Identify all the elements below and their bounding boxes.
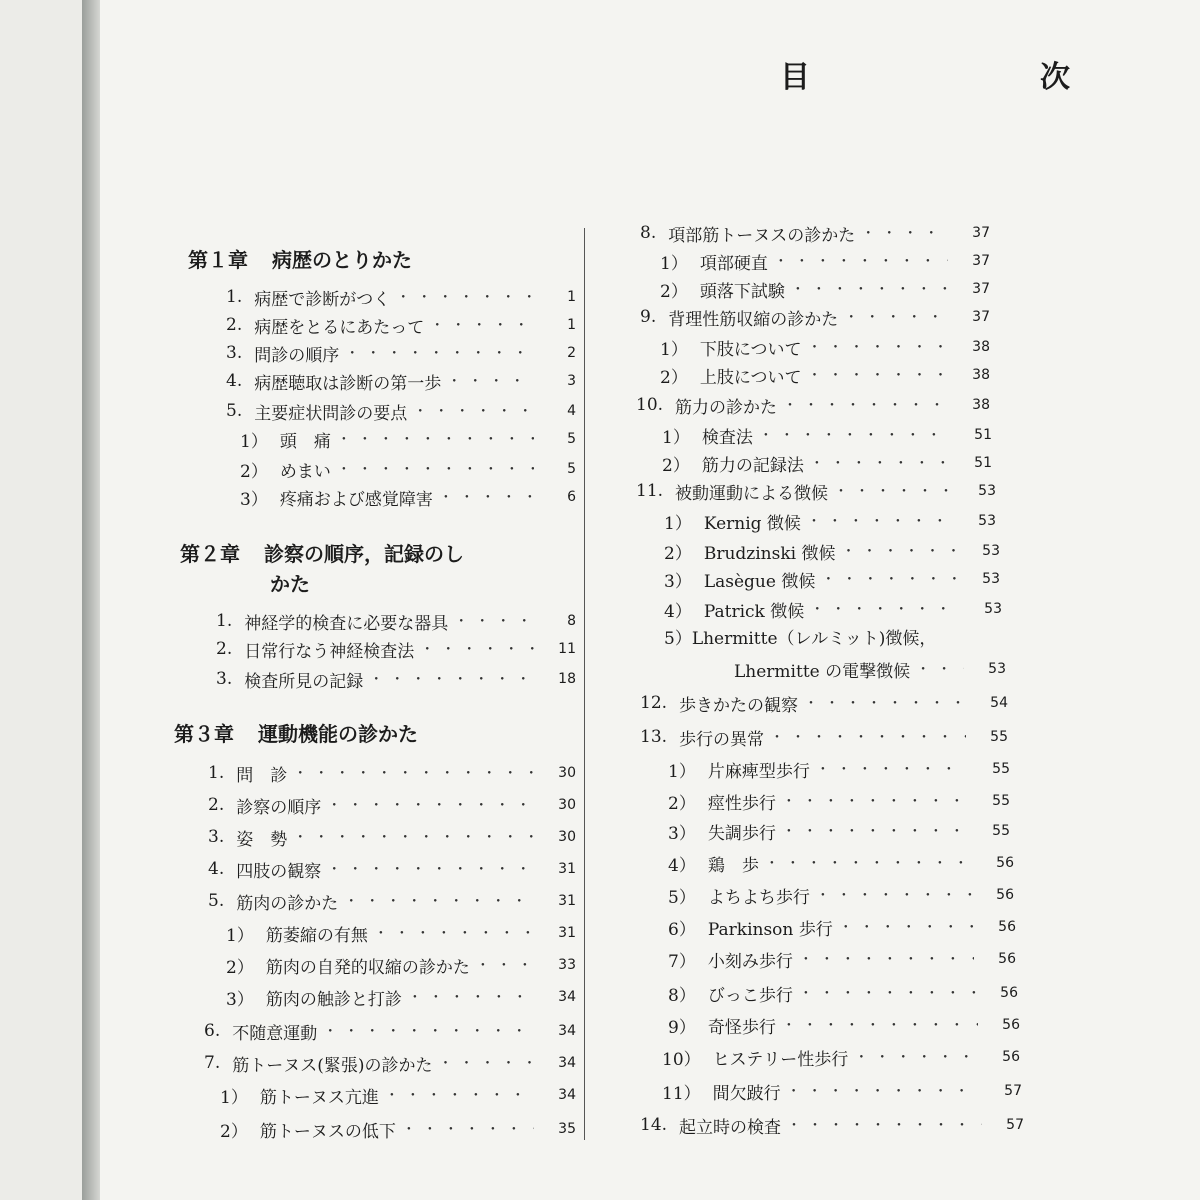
leader-dots	[476, 955, 534, 975]
leader-dots	[396, 287, 534, 307]
entry-page: 5	[567, 461, 576, 477]
entry-number: 2.	[216, 639, 233, 659]
entry-page: 4	[567, 403, 576, 419]
leader-dots	[810, 453, 950, 473]
entry-title: 検査所見の記録	[244, 671, 364, 692]
entry-page: 37	[972, 281, 990, 297]
leader-dots	[369, 669, 534, 689]
toc-entry[interactable]	[664, 508, 996, 534]
entry-page: 31	[558, 925, 576, 941]
entry-number: 2）	[240, 461, 268, 482]
entry-title: 筋肉の触診と打診	[265, 989, 402, 1010]
entry-number: 5.	[208, 891, 225, 911]
toc-entry[interactable]	[226, 984, 576, 1010]
toc-entry[interactable]	[664, 566, 1000, 592]
leader-dots	[327, 859, 534, 879]
entry-title: 筋肉の診かた	[236, 893, 339, 914]
leader-dots	[770, 727, 966, 747]
toc-entry[interactable]	[204, 1018, 576, 1044]
leader-dots	[408, 987, 534, 1007]
entry-title: Brudzinski 徴候	[703, 543, 836, 564]
toc-entry[interactable]	[664, 538, 1000, 564]
entry-title: 問診の順序	[254, 345, 340, 366]
leader-dots	[799, 983, 976, 1003]
entry-number: 2.	[226, 315, 243, 335]
entry-number: 8.	[640, 223, 657, 243]
toc-entry[interactable]	[662, 1078, 1022, 1104]
chapter-title: 診察の順序，記録のし	[264, 542, 464, 566]
entry-page: 55	[992, 761, 1010, 777]
entry-title: 失調歩行	[707, 823, 776, 844]
toc-entry[interactable]	[660, 248, 990, 274]
entry-page: 38	[972, 339, 990, 355]
entry-page: 8	[567, 613, 576, 629]
entry-number: 3）	[226, 989, 254, 1010]
entry-title: 奇怪歩行	[707, 1017, 776, 1038]
toc-entry[interactable]	[660, 276, 990, 302]
entry-page: 34	[558, 1055, 576, 1071]
entry-number: 10.	[636, 395, 664, 415]
entry-number: 11）	[662, 1083, 701, 1104]
entry-number: 11.	[636, 481, 664, 501]
toc-entry[interactable]	[668, 914, 1016, 940]
entry-page: 31	[558, 861, 576, 877]
toc-entry[interactable]	[640, 304, 990, 330]
entry-number: 2）	[226, 957, 254, 978]
entry-title: Patrick 徴候	[703, 601, 805, 622]
entry-title: 起立時の検査	[679, 1117, 782, 1138]
leader-dots	[413, 401, 534, 421]
toc-entry[interactable]	[664, 596, 1002, 622]
entry-number: 2）	[662, 455, 690, 476]
entry-title: ヒステリー性歩行	[712, 1049, 849, 1070]
entry-page: 31	[558, 893, 576, 909]
leader-dots	[374, 923, 534, 943]
toc-entry[interactable]	[208, 792, 576, 818]
entry-number: 1.	[226, 287, 243, 307]
entry-title: 小刻み歩行	[707, 951, 793, 972]
leader-dots	[385, 1085, 534, 1105]
entry-number: 2）	[664, 543, 692, 564]
toc-entry[interactable]	[226, 398, 576, 424]
leader-dots	[816, 885, 972, 905]
entry-page: 51	[974, 455, 992, 471]
entry-title: 病歴をとるにあたって	[254, 317, 425, 338]
entry-title: 筋トーヌスの低下	[259, 1121, 396, 1142]
leader-dots	[323, 1021, 534, 1041]
leader-dots	[854, 1047, 978, 1067]
leader-dots	[293, 827, 534, 847]
entry-number: 8）	[668, 985, 696, 1006]
entry-page: 55	[992, 793, 1010, 809]
leader-dots	[782, 821, 968, 841]
toc-entry[interactable]	[204, 1050, 576, 1076]
entry-title: 頭落下試験	[699, 281, 785, 302]
leader-dots	[327, 795, 534, 815]
entry-title: 筋肉の自発的収縮の診かた	[265, 957, 470, 978]
entry-number: 2）	[660, 367, 688, 388]
entry-number: 2）	[668, 793, 696, 814]
entry-title: よちよち歩行	[707, 887, 810, 908]
entry-page: 37	[972, 225, 990, 241]
leader-dots	[344, 891, 534, 911]
chapter-label: 第１章	[188, 248, 248, 272]
entry-page: 34	[558, 989, 576, 1005]
entry-page: 57	[1004, 1083, 1022, 1099]
entry-title: 筋力の記録法	[701, 455, 804, 476]
entry-title: 頭 痛	[279, 431, 331, 452]
leader-dots	[420, 639, 534, 659]
entry-title: 主要症状問診の要点	[254, 403, 408, 424]
entry-title: 下肢について	[699, 339, 802, 360]
chapter-1-heading	[188, 244, 412, 273]
entry-page: 56	[998, 919, 1016, 935]
entry-number: 1）	[220, 1087, 248, 1108]
entry-page: 56	[1002, 1049, 1020, 1065]
entry-page: 37	[972, 253, 990, 269]
entry-title: 痙性歩行	[707, 793, 776, 814]
leader-dots	[791, 279, 948, 299]
leader-dots	[439, 1053, 535, 1073]
chapter-title-continuation: かた	[270, 572, 310, 596]
toc-entry[interactable]	[220, 1082, 576, 1108]
entry-title: 項部硬直	[699, 253, 768, 274]
chapter-title: 運動機能の診かた	[258, 722, 418, 746]
toc-entry[interactable]	[226, 952, 576, 978]
toc-entry[interactable]	[668, 818, 1010, 844]
leader-dots	[774, 251, 948, 271]
entry-page: 53	[984, 601, 1002, 617]
leader-dots	[782, 791, 968, 811]
toc-entry[interactable]	[240, 456, 576, 482]
chapter-3-heading	[174, 718, 418, 747]
toc-entry[interactable]	[640, 220, 990, 246]
entry-number: 1）	[662, 427, 690, 448]
toc-entry[interactable]	[640, 1112, 1024, 1138]
entry-page: 56	[996, 887, 1014, 903]
toc-entry[interactable]	[226, 284, 576, 310]
leader-dots	[808, 365, 949, 385]
left-page	[0, 0, 82, 1200]
leader-dots	[447, 371, 534, 391]
entry-number: 6）	[668, 919, 696, 940]
leader-dots	[808, 337, 949, 357]
entry-number: 10）	[662, 1049, 701, 1070]
toc-entry[interactable]	[216, 666, 576, 692]
entry-page: 51	[974, 427, 992, 443]
leader-dots	[759, 425, 950, 445]
toc-entry[interactable]	[662, 450, 992, 476]
leader-dots	[782, 1015, 978, 1035]
entry-page: 55	[992, 823, 1010, 839]
entry-number: 1.	[216, 611, 233, 631]
chapter-label: 第３章	[174, 722, 234, 746]
entry-number: 2）	[660, 281, 688, 302]
entry-page: 37	[972, 309, 990, 325]
entry-number: 3）	[240, 489, 268, 510]
leader-dots	[807, 511, 954, 531]
leader-dots	[839, 917, 974, 937]
toc-entry[interactable]	[640, 724, 1008, 750]
toc-entry[interactable]	[636, 478, 996, 504]
entry-title: 日常行なう神経検査法	[244, 641, 415, 662]
entry-title: 不随意運動	[232, 1023, 318, 1044]
entry-page: 54	[990, 695, 1008, 711]
entry-page: 56	[998, 951, 1016, 967]
toc-entry[interactable]	[220, 1116, 576, 1142]
leader-dots	[787, 1115, 982, 1135]
leader-dots	[293, 763, 534, 783]
toc-entry[interactable]	[662, 422, 992, 448]
page-title: 目 次	[780, 60, 1170, 95]
entry-page: 53	[988, 661, 1006, 677]
entry-page: 5	[567, 431, 576, 447]
entry-number: 3）	[668, 823, 696, 844]
entry-number: 1）	[240, 431, 268, 452]
entry-title: 背理性筋収縮の診かた	[668, 309, 839, 330]
chapter-label: 第２章	[180, 542, 240, 566]
entry-page: 56	[1002, 1017, 1020, 1033]
entry-title: 上肢について	[699, 367, 802, 388]
entry-page: 53	[982, 543, 1000, 559]
entry-page: 53	[978, 483, 996, 499]
toc-entry[interactable]	[208, 760, 576, 786]
toc-entry[interactable]	[226, 920, 576, 946]
entry-number: 4.	[208, 859, 225, 879]
entry-page: 6	[567, 489, 576, 505]
entry-page: 34	[558, 1023, 576, 1039]
entry-page: 30	[558, 797, 576, 813]
entry-number: 1）	[664, 513, 692, 534]
entry-title: 被動運動による徴候	[675, 483, 829, 504]
entry-title: Parkinson 歩行	[707, 919, 833, 940]
entry-title: 鶏 歩	[707, 855, 759, 876]
leader-dots	[844, 307, 948, 327]
entry-page: 53	[982, 571, 1000, 587]
leader-dots	[345, 343, 534, 363]
entry-page: 34	[558, 1087, 576, 1103]
toc-entry[interactable]	[734, 656, 1006, 682]
entry-page: 57	[1006, 1117, 1024, 1133]
leader-dots	[430, 315, 534, 335]
entry-number: 1）	[226, 925, 254, 946]
entry-page: 56	[1000, 985, 1018, 1001]
entry-title: びっこ歩行	[707, 985, 793, 1006]
entry-title: 神経学的検査に必要な器具	[244, 613, 449, 634]
entry-page: 3	[567, 373, 576, 389]
entry-number: 13.	[640, 727, 668, 747]
entry-title: 歩行の異常	[679, 729, 765, 750]
entry-number: 1）	[668, 761, 696, 782]
leader-dots	[821, 569, 958, 589]
entry-number: 5）	[668, 887, 696, 908]
entry-title: 筋トーヌス(緊張)の診かた	[232, 1055, 433, 1076]
entry-number: 12.	[640, 693, 668, 713]
entry-number: 1.	[208, 763, 225, 783]
entry-number: 4）	[668, 855, 696, 876]
toc-entry[interactable]	[668, 882, 1014, 908]
entry-page: 38	[972, 397, 990, 413]
toc-entry[interactable]	[668, 1012, 1020, 1038]
entry-title: 病歴聴取は診断の第一歩	[254, 373, 442, 394]
entry-number: 7）	[668, 951, 696, 972]
entry-number: 2.	[208, 795, 225, 815]
entry-number: 3.	[226, 343, 243, 363]
toc-entry[interactable]	[668, 946, 1016, 972]
entry-title: 歩きかたの観察	[679, 695, 799, 716]
entry-title: 病歴で診断がつく	[254, 289, 391, 310]
leader-dots	[765, 853, 972, 873]
leader-dots	[439, 487, 534, 507]
entry-page: 35	[558, 1121, 576, 1137]
entry-number: 4）	[664, 601, 692, 622]
toc-entry[interactable]	[660, 362, 990, 388]
leader-dots	[861, 223, 948, 243]
entry-number: 4.	[226, 371, 243, 391]
toc-entry[interactable]	[226, 312, 576, 338]
entry-title: 問 診	[236, 765, 288, 786]
toc-entry[interactable]	[216, 608, 576, 634]
leader-dots	[799, 949, 974, 969]
entry-title: 片麻痺型歩行	[707, 761, 810, 782]
entry-title: 筋萎縮の有無	[265, 925, 368, 946]
toc-entry[interactable]	[668, 788, 1010, 814]
leader-dots	[337, 459, 534, 479]
entry-title: 筋トーヌス亢進	[259, 1087, 379, 1108]
entry-title: 間欠跛行	[712, 1083, 781, 1104]
leader-dots	[337, 429, 534, 449]
entry-page: 38	[972, 367, 990, 383]
entry-number: 3.	[216, 669, 233, 689]
entry-number: 1）	[660, 339, 688, 360]
leader-dots	[787, 1081, 980, 1101]
entry-page: 1	[567, 317, 576, 333]
entry-title: Kernig 徴候	[703, 513, 801, 534]
entry-page: 2	[567, 345, 576, 361]
entry-number: 9.	[640, 307, 657, 327]
toc-entry[interactable]	[208, 888, 576, 914]
toc-entry[interactable]	[208, 856, 576, 882]
entry-number: 9）	[668, 1017, 696, 1038]
chapter-title: 病歴のとりかた	[272, 248, 412, 272]
toc-entry-multiline[interactable]: 5）Lhermitte（レルミット)徴候，	[664, 629, 937, 649]
leader-dots	[816, 759, 968, 779]
leader-dots	[842, 541, 959, 561]
toc-entry[interactable]	[240, 484, 576, 510]
entry-page: 30	[558, 765, 576, 781]
entry-title: 検査法	[701, 427, 753, 448]
leader-dots	[402, 1119, 534, 1139]
entry-page: 56	[996, 855, 1014, 871]
entry-page: 33	[558, 957, 576, 973]
entry-title: 診察の順序	[236, 797, 322, 818]
toc-entry[interactable]	[640, 690, 1008, 716]
toc-entry[interactable]	[216, 636, 576, 662]
column-divider	[584, 228, 585, 1140]
entry-number: 7.	[204, 1053, 221, 1073]
leader-dots	[454, 611, 534, 631]
toc-entry[interactable]	[668, 756, 1010, 782]
toc-entry[interactable]	[226, 340, 576, 366]
entry-number: 6.	[204, 1021, 221, 1041]
entry-title: 疼痛および感覚障害	[279, 489, 433, 510]
entry-page: 30	[558, 829, 576, 845]
entry-title: めまい	[279, 461, 331, 482]
leader-dots	[916, 659, 964, 679]
chapter-2-heading	[180, 538, 464, 567]
entry-page: 53	[978, 513, 996, 529]
toc-entry[interactable]	[636, 392, 990, 418]
entry-title: 姿 勢	[236, 829, 288, 850]
entry-page: 55	[990, 729, 1008, 745]
entry-number: 14.	[640, 1115, 668, 1135]
entry-title: 筋力の診かた	[675, 397, 778, 418]
entry-number: 3.	[208, 827, 225, 847]
toc-entry[interactable]	[208, 824, 576, 850]
entry-page: 11	[558, 641, 576, 657]
leader-dots	[783, 395, 948, 415]
leader-dots	[804, 693, 966, 713]
entry-number: 3）	[664, 571, 692, 592]
entry-title: Lasègue 徴候	[703, 571, 816, 592]
toc-entry[interactable]	[662, 1044, 1020, 1070]
entry-title: 項部筋トーヌスの診かた	[668, 225, 856, 246]
leader-dots	[810, 599, 960, 619]
entry-number: 5.	[226, 401, 243, 421]
page-gutter	[82, 0, 100, 1200]
entry-page: 18	[558, 671, 576, 687]
toc-entry[interactable]	[668, 980, 1018, 1006]
toc-entry[interactable]	[668, 850, 1014, 876]
entry-number: 2）	[220, 1121, 248, 1142]
entry-number: 1）	[660, 253, 688, 274]
toc-entry[interactable]	[240, 426, 576, 452]
entry-page: 1	[567, 289, 576, 305]
entry-title: Lhermitte の電撃徴候	[734, 661, 911, 682]
toc-entry[interactable]	[660, 334, 990, 360]
entry-title: 四肢の観察	[236, 861, 322, 882]
toc-entry[interactable]	[226, 368, 576, 394]
leader-dots	[834, 481, 954, 501]
